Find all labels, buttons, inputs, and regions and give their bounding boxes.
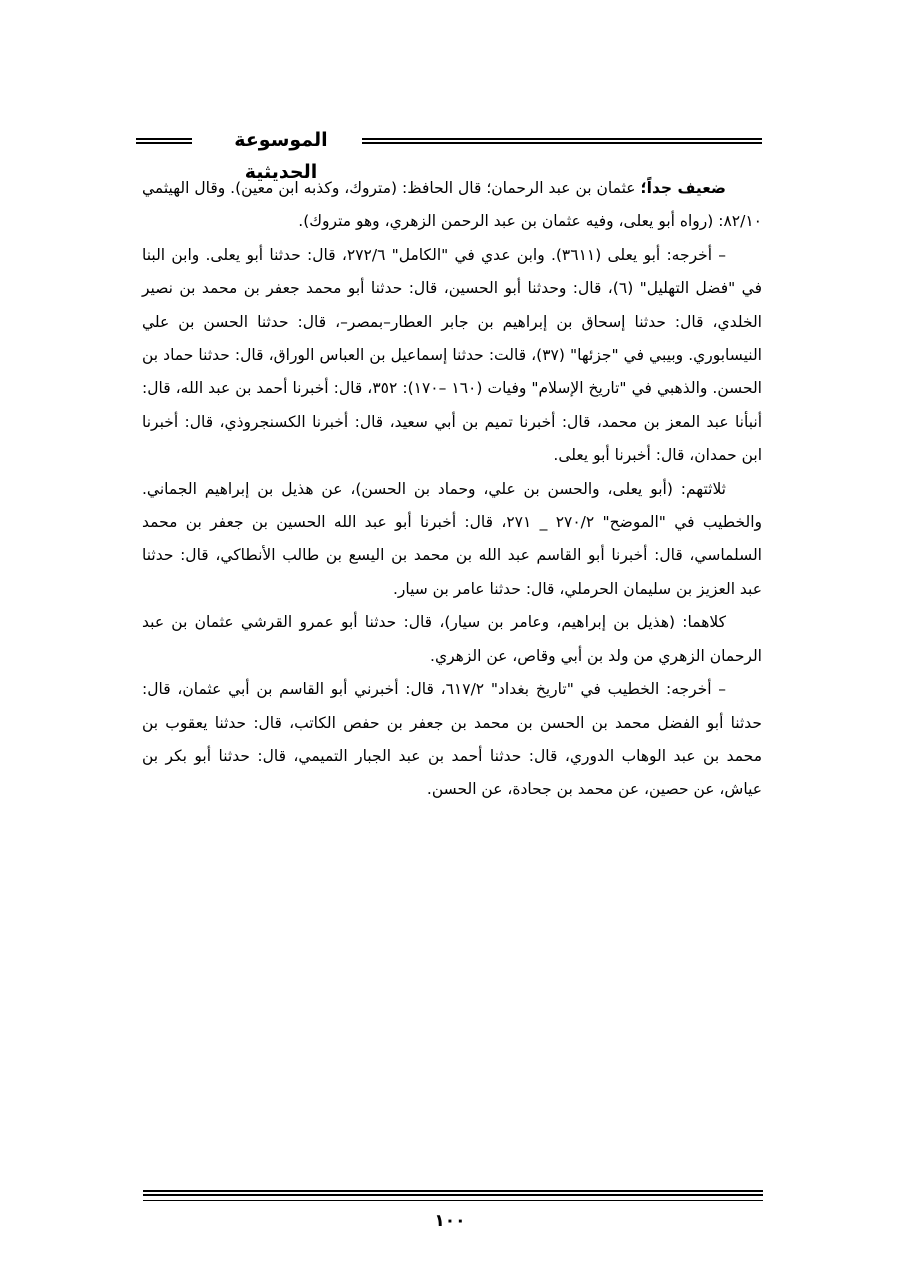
body-text — [142, 172, 762, 807]
paragraph-4: كلاهما: (هذيل بن إبراهيم، وعامر بن سيار)، قال: حدثنا أبو عمرو القرشي عثمان بن عبد الرحمان الزهري من ولد بن أبي وقاص، عن الزهري. — [142, 613, 762, 665]
footer-rule-thin — [143, 1200, 763, 1201]
header-title: الموسوعة الحديثية — [234, 129, 328, 183]
running-header — [132, 124, 762, 183]
paragraph-3: ثلاثتهم: (أبو يعلى، والحسن بن علي، وحماد بن الحسن)، عن هذيل بن إبراهيم الجماني. والخطيب في "الموضح" ٢٧٠/٢ _ ٢٧١، قال: أخبرنا أبو عبد الله الحسين بن جعفر بن محمد السلماسي، قال: أخبرنا أبو القاسم عبد الله بن محمد بن اليسع بن طالب الأنطاكي، قال: حدثنا عبد العزيز بن سليمان الحرملي، قال: حدثنا عامر بن سيار. — [142, 479, 762, 598]
footer-rule — [143, 1190, 763, 1196]
paragraph-2: – أخرجه: أبو يعلى (٣٦١١). وابن عدي في "الكامل" ٢٧٢/٦، قال: حدثنا أبو يعلى. وابن البنا في "فضل التهليل" (٦)، قال: وحدثنا أبو الحسين، قال: حدثنا أبو محمد جعفر بن محمد بن نصير الخلدي، قال: حدثنا إسحاق بن إبراهيم بن جابر العطار–بمصر–، قال: حدثنا الحسن بن علي النيسابوري. وبيبي في "جزئها" (٣٧)، قالت: حدثنا إسماعيل بن العباس الوراق، قال: حدثنا حماد بن الحسن. والذهبي في "تاريخ الإسلام" وفيات (١٦٠ –١٧٠): ٣٥٢، قال: أخبرنا أحمد بن عبد الله، قال: أنبأنا عبد المعز بن محمد، قال: أخبرنا تميم بن أبي سعيد، قال: أخبرنا الكسنجروذي، قال: أخبرنا ابن حمدان، قال: أخبرنا أبو يعلى. — [142, 245, 762, 465]
header-rule-left — [136, 138, 192, 144]
grading-label: ضعيف جداً؛ — [640, 179, 726, 197]
header-rule-right — [362, 138, 762, 144]
page-number: ١٠٠ — [434, 1211, 466, 1231]
paragraph-5: – أخرجه: الخطيب في "تاريخ بغداد" ٦١٧/٢، قال: أخبرني أبو القاسم بن أبي عثمان، قال: حدثنا أبو الفضل محمد بن الحسن بن محمد بن جعفر بن حفص الكاتب، قال: حدثنا يعقوب بن محمد بن عبد الوهاب الدوري، قال: حدثنا أحمد بن عبد الجبار التميمي، قال: حدثنا أبو بكر بن عياش، عن حصين، عن محمد بن جحادة، عن الحسن. — [142, 680, 762, 799]
paragraph-1 — [142, 172, 762, 239]
paragraph-1-text: عثمان بن عبد الرحمان؛ قال الحافظ: (متروك، وكذبه ابن معين). وقال الهيثمي ٨٢/١٠: (رواه أبو يعلى، وفيه عثمان بن عبد الرحمن الزهري، وهو متروك). — [142, 179, 762, 231]
